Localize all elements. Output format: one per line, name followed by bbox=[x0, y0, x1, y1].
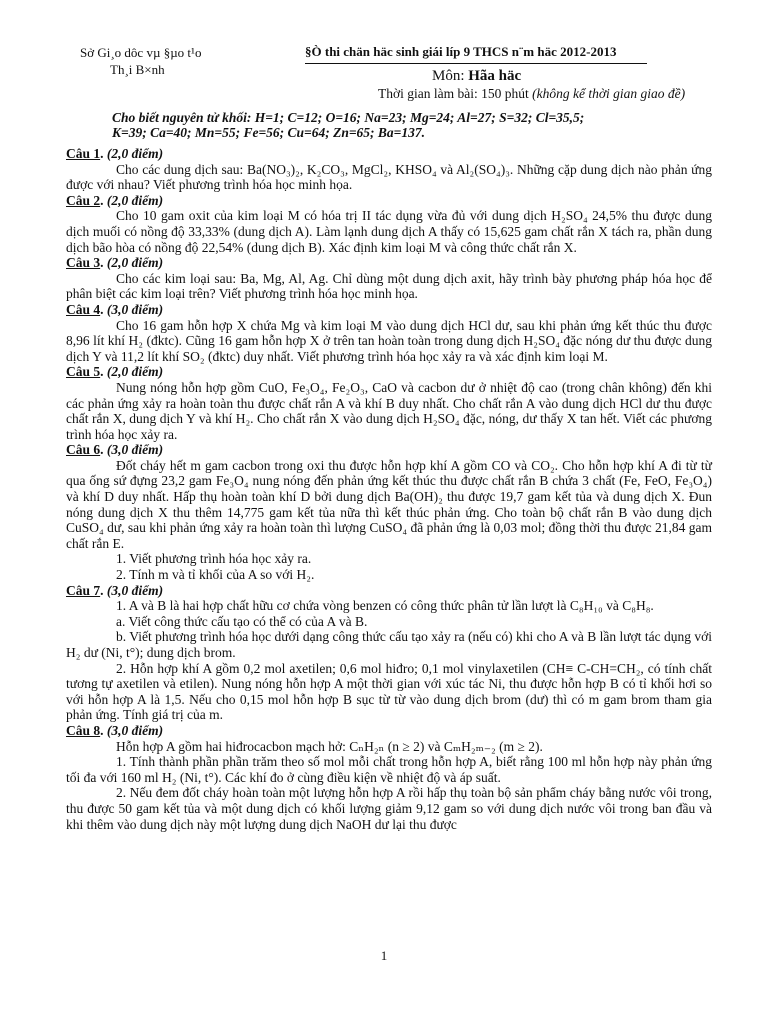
question-paragraph: 1. Tính thành phần phần trăm theo số mol mỗi chất trong hỗn hợp A, biết rằng 100 ml hỗn hợp này phản ứng tối đa với 160 ml H₂ (Ni, t°). Các khí đo ở cùng điều kiện về nhiệt độ và áp suất. bbox=[66, 754, 712, 785]
question-header: Câu 1. (2,0 điểm) bbox=[66, 146, 164, 161]
question-header: Câu 3. (2,0 điểm) bbox=[66, 255, 164, 271]
atomic-mass-line2: K=39; Ca=40; Mn=55; Fe=56; Cu=64; Zn=65; Ba=137. bbox=[112, 125, 425, 140]
question-title: Câu 4 bbox=[66, 301, 101, 317]
question-paragraph: Cho 16 gam hỗn hợp X chứa Mg và kim loại M vào dung dịch HCl dư, sau khi phản ứng kết thúc thu được 8,96 lít khí H₂ (đktc). Cũng 16 gam hỗn hợp X ở trên tan hoàn toàn trong dung dịch H₂SO₄ đặc nóng dư thu được dung dịch Y và 11,2 lít khí SO₂ (đktc) duy nhất. Viết phương trình hóa học xảy ra và xác định kim loại M. bbox=[66, 317, 712, 364]
question-title: Câu 3 bbox=[66, 255, 101, 271]
question-paragraph: 2. Nếu đem đốt cháy hoàn toàn một lượng hỗn hợp A rồi hấp thụ toàn bộ sản phẩm cháy bằng nước vôi trong, thu được 50 gam kết tủa và một dung dịch có khối lượng giảm 9,12 gam so với dung dịch nước vôi trong ban đầu và khi thêm vào dung dịch này một lượng dung dịch NaOH dư lại thu được bbox=[66, 785, 712, 832]
question-points: (3,0 điểm) bbox=[106, 582, 164, 598]
question-header: Câu 8. (3,0 điểm) bbox=[66, 722, 164, 738]
question-header: Câu 7. (3,0 điểm) bbox=[66, 582, 164, 598]
atomic-mass-line1: Cho biết nguyên tử khối: H=1; C=12; O=16; Na=23; Mg=24; Al=27; S=32; Cl=35,5; bbox=[112, 110, 585, 125]
question-points: (2,0 điểm) bbox=[106, 255, 164, 271]
subject-name: Hãa häc bbox=[468, 68, 522, 84]
question-title: Câu 2 bbox=[66, 192, 101, 208]
atomic-mass-note bbox=[112, 110, 672, 140]
question-paragraph: 2. Hỗn hợp khí A gồm 0,2 mol axetilen; 0,6 mol hiđro; 0,1 mol vinylaxetilen (CH≡ C-CH=CH₂, có tính chất tương tự axetilen và etilen). Nung nóng hỗn hợp A một thời gian với xúc tác Ni, thu được hỗn hợp B có tỉ khối hơi so với hỗn hợp A là 1,5. Nếu cho 0,15 mol hỗn hợp B sục từ từ vào dung dịch brom (dư) thì có m gam brom tham gia phản ứng. Tính giá trị của m. bbox=[66, 660, 712, 723]
subject-prefix: Môn: bbox=[432, 68, 469, 84]
question-paragraph: Cho 10 gam oxit của kim loại M có hóa trị II tác dụng vừa đủ với dung dịch H₂SO₄ 24,5% thu được dung dịch muối có nồng độ 33,33% (dung dịch A). Làm lạnh dung dịch A thấy có 15,625 gam chất rắn X tách ra, phần dung dịch bão hòa có nồng độ 22,54% (dung dịch B). Xác định kim loại M và công thức chất rắn X. bbox=[66, 208, 712, 255]
question-points: (3,0 điểm) bbox=[106, 722, 164, 738]
question-8 bbox=[66, 723, 712, 832]
question-header: Câu 6. (3,0 điểm) bbox=[66, 442, 164, 458]
question-paragraph: Hỗn hợp A gồm hai hiđrocacbon mạch hở: CₙH₂ₙ (n ≥ 2) và CₘH₂ₘ₋₂ (m ≥ 2). bbox=[116, 738, 543, 754]
question-title: Câu 8 bbox=[66, 722, 101, 738]
question-paragraph: a. Viết công thức cấu tạo có thể có của A và B. bbox=[116, 613, 368, 629]
question-paragraph: b. Viết phương trình hóa học dưới dạng công thức cấu tạo xảy ra (nếu có) khi cho A và B lần lượt tác dụng với H₂ dư (Ni, t°); dung dịch brom. bbox=[66, 629, 712, 660]
question-7 bbox=[66, 583, 712, 723]
question-points: (2,0 điểm) bbox=[106, 364, 164, 380]
title-underline bbox=[305, 63, 647, 64]
question-points: (3,0 điểm) bbox=[106, 301, 164, 317]
question-title: Câu 1 bbox=[66, 146, 101, 161]
question-3 bbox=[66, 255, 712, 302]
question-title: Câu 7 bbox=[66, 582, 101, 598]
question-4 bbox=[66, 302, 712, 364]
page-number: 1 bbox=[380, 948, 388, 963]
department-line1: Sở Gi¸o dôc vµ §µo t¹o bbox=[80, 45, 202, 60]
question-2 bbox=[66, 193, 712, 255]
question-paragraph: 2. Tính m và tỉ khối của A so với H₂. bbox=[116, 567, 315, 583]
question-points: (2,0 điểm) bbox=[106, 192, 164, 208]
question-6 bbox=[66, 442, 712, 582]
question-points: (2,0 điểm) bbox=[106, 146, 164, 161]
question-header: Câu 2. (2,0 điểm) bbox=[66, 192, 164, 208]
question-paragraph: Nung nóng hỗn hợp gồm CuO, Fe₃O₄, Fe₂O₃, CaO và cacbon dư ở nhiệt độ cao (trong chân không) đến khi các phản ứng xảy ra hoàn toàn thu được chất rắn A và khí B duy nhất. Cho chất rắn A vào dung dịch HCl dư thu được chất rắn X, dung dịch Y và khí H₂. Cho chất rắn X vào dung dịch H₂SO₄ đặc, nóng, dư thấy X tan hết. Viết các phương trình hóa học xảy ra. bbox=[66, 379, 712, 442]
question-title: Câu 6 bbox=[66, 442, 101, 458]
question-paragraph: Đốt cháy hết m gam cacbon trong oxi thu được hỗn hợp khí A gồm CO và CO₂. Cho hỗn hợp khí A đi từ từ qua ống sứ đựng 23,2 gam Fe₃O₄ nung nóng đến phản ứng kết thúc thu được chất rắn B chứa 3 chất (Fe, FeO, Fe₃O₄) và khí D duy nhất. Hấp thụ hoàn toàn khí D bởi dung dịch Ba(OH)₂ thu được 19,7 gam kết tủa và dung dịch X. Đun nóng dung dịch X thu thêm 14,775 gam kết tủa nữa thì kết thúc phản ứng. Cho toàn bộ chất rắn B vào dung dịch CuSO₄ dư, sau khi phản ứng xảy ra hoàn toàn thì lượng CuSO₄ đã phản ứng là 0,03 mol; đồng thời thu được 21,84 gam chất rắn E. bbox=[66, 457, 712, 551]
time-line bbox=[378, 86, 685, 102]
question-title: Câu 5 bbox=[66, 364, 101, 380]
question-paragraph: Cho các kim loại sau: Ba, Mg, Al, Ag. Chỉ dùng một dung dịch axit, hãy trình bày phương pháp hóa học để phân biệt các kim loại trên? Viết phương trình hóa học minh họa. bbox=[66, 270, 712, 302]
questions-list bbox=[66, 146, 712, 832]
exam-title: §Ò thi chän häc sinh giái líp 9 THCS n¨m häc 2012-2013 bbox=[305, 44, 617, 59]
question-paragraph: 1. Viết phương trình hóa học xảy ra. bbox=[116, 551, 312, 567]
question-1 bbox=[66, 146, 712, 193]
question-5 bbox=[66, 364, 712, 442]
department-header bbox=[80, 44, 201, 78]
question-paragraph: 1. A và B là hai hợp chất hữu cơ chứa vòng benzen có công thức phân tử lần lượt là C₈H₁₀ và C₈H₈. bbox=[116, 598, 654, 614]
question-paragraph: Cho các dung dịch sau: Ba(NO₃)₂, K₂CO₃, MgCl₂, KHSO₄ và Al₂(SO₄)₃. Những cặp dung dịch nào phản ứng được với nhau? Viết phương trình hóa học minh họa. bbox=[66, 161, 712, 193]
question-header: Câu 4. (3,0 điểm) bbox=[66, 301, 164, 317]
department-line2: Th¸i B×nh bbox=[110, 62, 165, 77]
question-points: (3,0 điểm) bbox=[106, 442, 164, 458]
question-header: Câu 5. (2,0 điểm) bbox=[66, 364, 164, 380]
time-note: (không kể thời gian giao đề) bbox=[532, 86, 686, 101]
time-text: Thời gian làm bài: 150 phút bbox=[378, 86, 533, 101]
subject-line bbox=[432, 68, 521, 85]
